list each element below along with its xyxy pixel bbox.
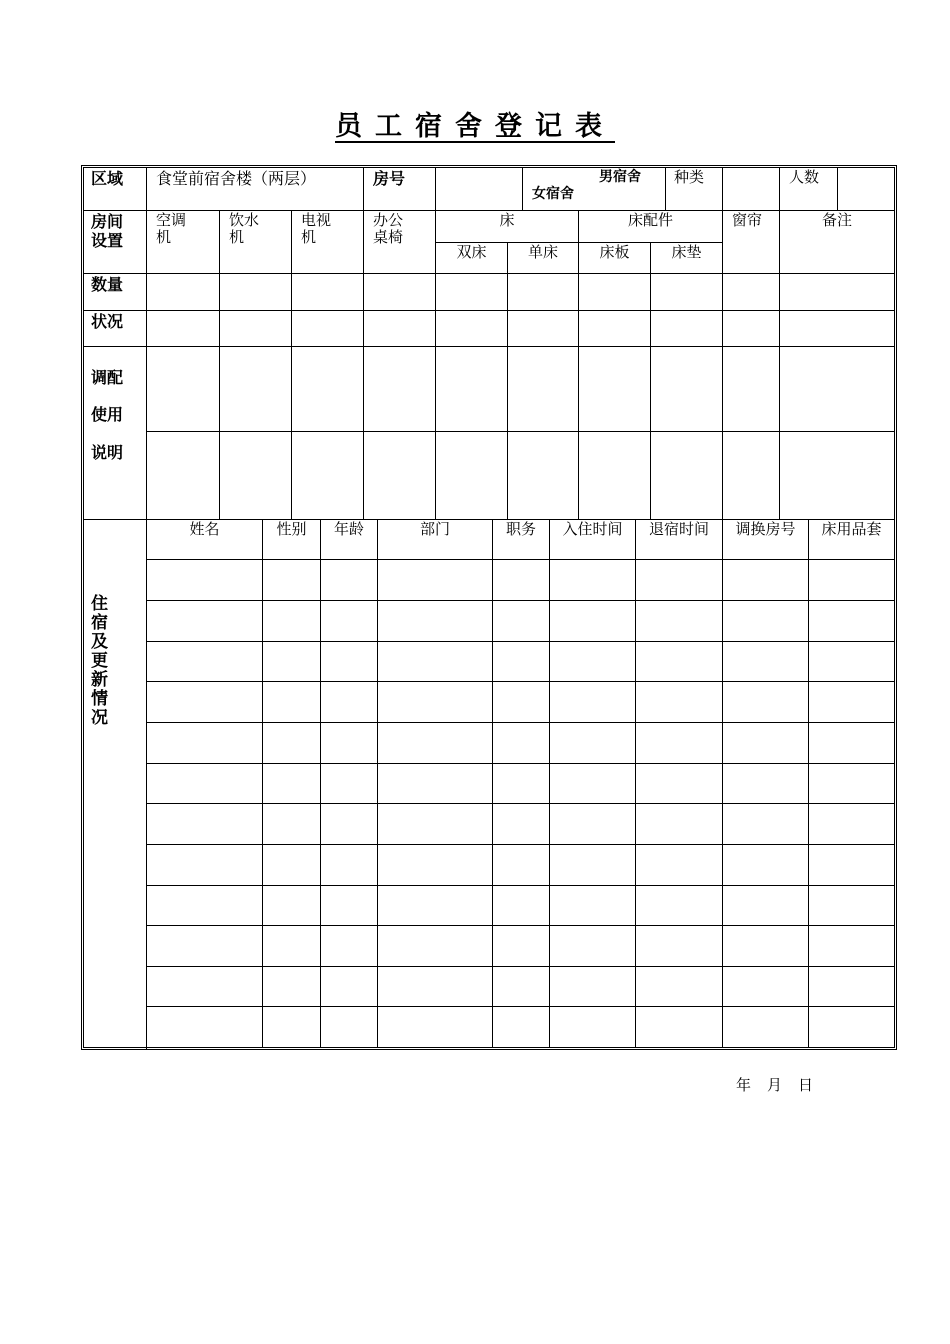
- year-label: 年: [736, 1076, 752, 1094]
- table-grid-line: [146, 803, 894, 804]
- table-grid-line: [363, 168, 364, 519]
- table-grid-line: [507, 242, 508, 519]
- table-grid-line: [377, 519, 378, 1048]
- table-grid-line: [808, 519, 809, 1048]
- table-grid-line: [146, 681, 894, 682]
- table-grid-line: [722, 168, 723, 519]
- single-bed-label: 单床: [527, 243, 558, 261]
- usage-label-2: 使用: [91, 405, 124, 424]
- notes-label-3: 说明: [91, 443, 124, 462]
- double-bed-label: 双床: [456, 243, 487, 261]
- table-grid-line: [320, 519, 321, 1048]
- table-grid-line: [549, 519, 550, 1048]
- table-grid-line: [146, 1047, 894, 1048]
- room-no-label: 房号: [373, 169, 406, 188]
- table-grid-line: [146, 763, 894, 764]
- table-grid-line: [837, 168, 838, 210]
- area-value: 食堂前宿舍楼（两层）: [156, 169, 317, 188]
- col-room-change: 调换房号: [735, 520, 796, 538]
- col-gender: 性别: [276, 520, 307, 538]
- tv-label-2: 机: [301, 228, 317, 246]
- table-grid-line: [635, 519, 636, 1048]
- tv-label-1: 电视: [301, 211, 332, 229]
- table-grid-line: [84, 310, 894, 311]
- table-grid-line: [291, 210, 292, 519]
- room-setup-label-1: 房间: [91, 212, 124, 231]
- table-grid-line: [665, 168, 666, 210]
- col-department: 部门: [419, 520, 450, 538]
- type-label: 种类: [674, 168, 705, 186]
- table-grid-line: [84, 346, 894, 347]
- col-name: 姓名: [189, 520, 220, 538]
- table-grid-line: [146, 600, 894, 601]
- table-grid-line: [146, 641, 894, 642]
- curtain-label: 窗帘: [732, 211, 763, 229]
- table-grid-line: [146, 168, 147, 1050]
- dorm-registration-table: [81, 165, 897, 1050]
- residents-section-label: 住 宿 及 更 新 情 况: [91, 594, 108, 728]
- day-label: 日: [798, 1076, 814, 1094]
- room-no-field[interactable]: [437, 170, 521, 208]
- page-title: 员工宿舍登记表: [335, 111, 615, 142]
- quantity-label: 数量: [91, 275, 124, 294]
- mattress-label: 床垫: [671, 243, 702, 261]
- bed-board-label: 床板: [599, 243, 630, 261]
- table-grid-line: [492, 519, 493, 1048]
- ac-label-2: 机: [156, 228, 172, 246]
- people-label: 人数: [789, 168, 820, 186]
- table-grid-line: [146, 559, 894, 560]
- table-grid-line: [522, 168, 523, 210]
- bed-parts-label: 床配件: [627, 211, 673, 229]
- table-grid-line: [84, 273, 894, 274]
- desk-label-1: 办公: [373, 211, 404, 229]
- col-checkin-time: 入住时间: [562, 520, 623, 538]
- male-dorm-label: 男宿舍: [599, 169, 641, 185]
- type-field[interactable]: [724, 170, 778, 208]
- col-age: 年龄: [333, 520, 364, 538]
- col-position: 职务: [505, 520, 536, 538]
- month-label: 月: [767, 1076, 783, 1094]
- table-grid-line: [146, 925, 894, 926]
- table-grid-line: [262, 519, 263, 1048]
- status-label: 状况: [91, 312, 124, 331]
- water-label-1: 饮水: [229, 211, 260, 229]
- date-line: [736, 1074, 829, 1095]
- table-grid-line: [146, 844, 894, 845]
- table-grid-line: [146, 431, 894, 432]
- table-grid-line: [146, 885, 894, 886]
- area-label: 区域: [91, 169, 124, 188]
- col-checkout-time: 退宿时间: [648, 520, 709, 538]
- table-grid-line: [219, 210, 220, 519]
- bed-label: 床: [499, 211, 515, 229]
- table-grid-line: [722, 519, 723, 1048]
- adjust-label-1: 调配: [91, 368, 124, 387]
- remark-label: 备注: [821, 211, 852, 229]
- table-grid-line: [146, 966, 894, 967]
- ac-label-1: 空调: [156, 211, 187, 229]
- table-grid-line: [146, 1006, 894, 1007]
- female-dorm-label: 女宿舍: [532, 186, 574, 202]
- water-label-2: 机: [229, 228, 245, 246]
- room-setup-label-2: 设置: [91, 231, 124, 250]
- table-grid-line: [650, 242, 651, 519]
- table-grid-line: [84, 210, 894, 211]
- table-grid-line: [146, 722, 894, 723]
- people-field[interactable]: [839, 170, 893, 208]
- col-bedding-sets: 床用品套: [821, 520, 882, 538]
- desk-label-2: 桌椅: [373, 228, 404, 246]
